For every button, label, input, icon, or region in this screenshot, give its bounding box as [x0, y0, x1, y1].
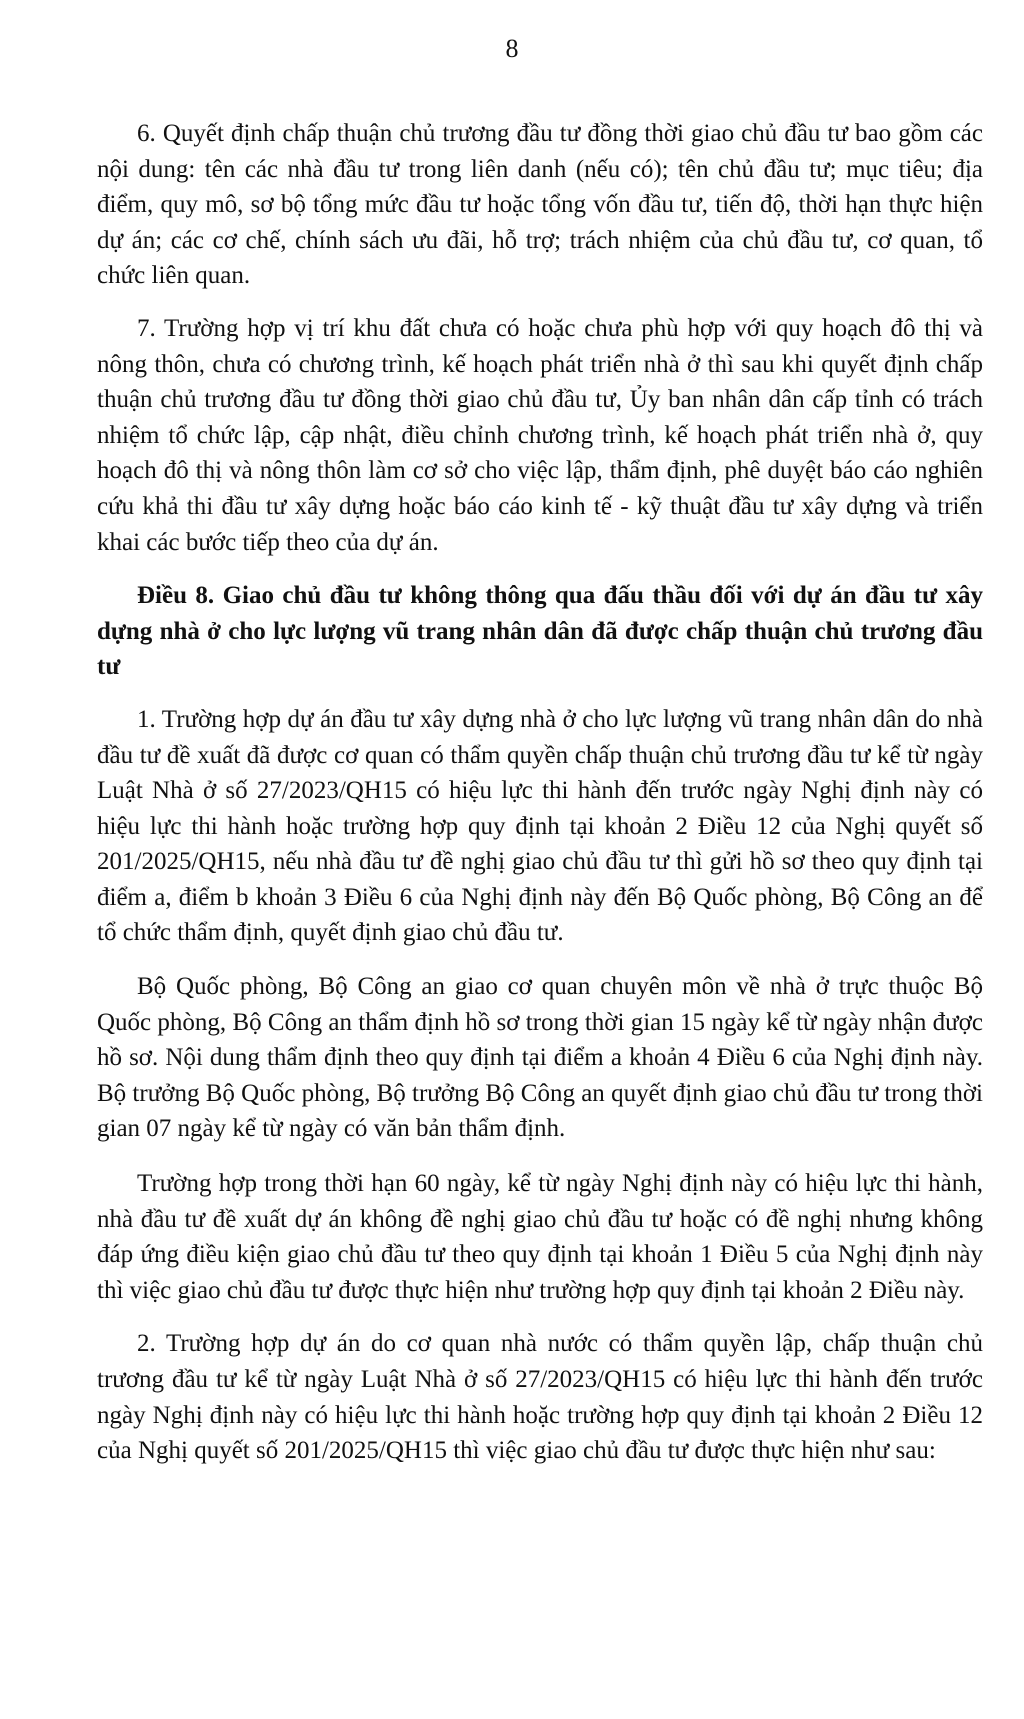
page-number: 8 — [505, 34, 519, 63]
article-8-clause-2-paragraph: 2. Trường hợp dự án do cơ quan nhà nước có thẩm quyền lập, chấp thuận chủ trương đầu tư kể từ ngày Luật Nhà ở số 27/2023/QH15 có hiệu lực thi hành đến trước ngày Nghị định này có hiệu lực thi hành hoặc trường hợp quy định tại khoản 2 Điều 12 của Nghị quyết số 201/2025/QH15 thì việc giao chủ đầu tư được thực hiện như sau: — [97, 1330, 983, 1465]
article-8-clause-1-deadline-paragraph: Trường hợp trong thời hạn 60 ngày, kể từ ngày Nghị định này có hiệu lực thi hành, nhà đầu tư đề xuất dự án không đề nghị giao chủ đầu tư hoặc có đề nghị nhưng không đáp ứng điều kiện giao chủ đầu tư theo quy định tại khoản 1 Điều 5 của Nghị định này thì việc giao chủ đầu tư được thực hiện như trường hợp quy định tại khoản 2 Điều này. — [97, 1170, 983, 1304]
article-8-clause-1-appraisal-paragraph: Bộ Quốc phòng, Bộ Công an giao cơ quan chuyên môn về nhà ở trực thuộc Bộ Quốc phòng, Bộ Công an thẩm định hồ sơ trong thời gian 15 ngày kể từ ngày nhận được hồ sơ. Nội dung thẩm định theo quy định tại điểm a khoản 4 Điều 6 của Nghị định này. Bộ trưởng Bộ Quốc phòng, Bộ trưởng Bộ Công an quyết định giao chủ đầu tư trong thời gian 07 ngày kể từ ngày có văn bản thẩm định. — [97, 973, 983, 1143]
article-8-clause-1-paragraph: 1. Trường hợp dự án đầu tư xây dựng nhà ở cho lực lượng vũ trang nhân dân do nhà đầu tư đề xuất đã được cơ quan có thẩm quyền chấp thuận chủ trương đầu tư kể từ ngày Luật Nhà ở số 27/2023/QH15 có hiệu lực thi hành đến trước ngày Nghị định này có hiệu lực thi hành hoặc trường hợp quy định tại khoản 2 Điều 12 của Nghị quyết số 201/2025/QH15, nếu nhà đầu tư đề nghị giao chủ đầu tư thì gửi hồ sơ theo quy định tại điểm a, điểm b khoản 3 Điều 6 của Nghị định này đến Bộ Quốc phòng, Bộ Công an để tổ chức thẩm định, quyết định giao chủ đầu tư. — [97, 705, 983, 947]
clause-7-paragraph: 7. Trường hợp vị trí khu đất chưa có hoặc chưa phù hợp với quy hoạch đô thị và nông thôn, chưa có chương trình, kế hoạch phát triển nhà ở thì sau khi quyết định chấp thuận chủ trương đầu tư đồng thời giao chủ đầu tư, Ủy ban nhân dân cấp tỉnh có trách nhiệm tổ chức lập, cập nhật, điều chỉnh chương trình, kế hoạch phát triển nhà ở, quy hoạch đô thị và nông thôn làm cơ sở cho việc lập, thẩm định, phê duyệt báo cáo nghiên cứu khả thi đầu tư xây dựng hoặc báo cáo kinh tế - kỹ thuật đầu tư xây dựng và triển khai các bước tiếp theo của dự án. — [97, 314, 983, 556]
clause-6-paragraph: 6. Quyết định chấp thuận chủ trương đầu tư đồng thời giao chủ đầu tư bao gồm các nội dung: tên các nhà đầu tư trong liên danh (nếu có); tên chủ đầu tư; mục tiêu; địa điểm, quy mô, sơ bộ tổng mức đầu tư hoặc tổng vốn đầu tư, tiến độ, thời hạn thực hiện dự án; các cơ chế, chính sách ưu đãi, hỗ trợ; trách nhiệm của chủ đầu tư, cơ quan, tổ chức liên quan. — [97, 120, 983, 290]
article-8-heading: Điều 8. Giao chủ đầu tư không thông qua đấu thầu đối với dự án đầu tư xây dựng nhà ở cho lực lượng vũ trang nhân dân đã được chấp thuận chủ trương đầu tư — [97, 582, 983, 681]
document-body — [97, 116, 983, 1469]
